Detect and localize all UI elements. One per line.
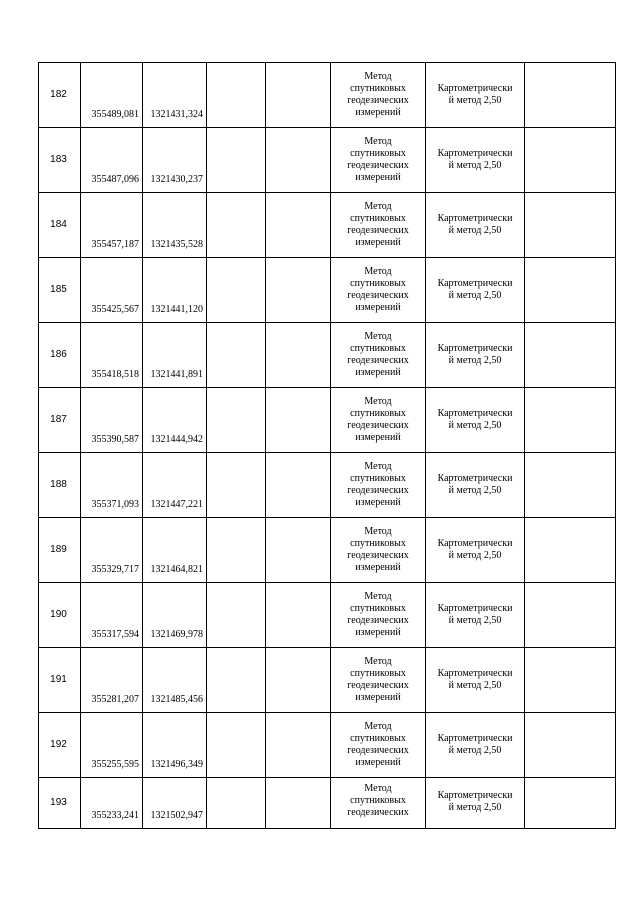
coordinate-y-cell: 1321431,324 [143,63,207,128]
coordinate-x-cell: 355281,207 [81,648,143,713]
method-cell [331,323,426,388]
empty-cell [266,258,331,323]
method-cell [331,63,426,128]
accuracy-cell [426,778,525,829]
accuracy-cell [426,193,525,258]
accuracy-cell [426,713,525,778]
empty-cell [525,63,616,128]
coordinate-x-cell: 355317,594 [81,583,143,648]
method-cell [331,453,426,518]
coordinate-x-cell: 355425,567 [81,258,143,323]
method-text-line: Метод [364,461,392,472]
accuracy-cell [426,648,525,713]
accuracy-text-line: й метод 2,50 [448,290,502,301]
empty-cell [525,193,616,258]
accuracy-text-line: й метод 2,50 [448,355,502,366]
method-text-line: геодезических [347,355,409,366]
empty-cell [266,128,331,193]
empty-cell [207,128,266,193]
table-row [39,583,616,648]
accuracy-text-line: й метод 2,50 [448,225,502,236]
method-text-line: спутниковых [350,795,406,806]
point-number-cell: 192 [39,713,81,778]
method-text-line: измерений [355,107,401,118]
accuracy-text-line: й метод 2,50 [448,485,502,496]
empty-cell [266,388,331,453]
table-row [39,63,616,128]
method-text-line: спутниковых [350,473,406,484]
empty-cell [525,518,616,583]
accuracy-text-line: Картометрически [437,343,513,354]
method-cell [331,193,426,258]
empty-cell [525,583,616,648]
accuracy-text-line: й метод 2,50 [448,550,502,561]
coordinate-y-cell: 1321447,221 [143,453,207,518]
empty-cell [207,453,266,518]
coordinate-x-cell: 355390,587 [81,388,143,453]
method-text-line: измерений [355,302,401,313]
point-number-cell: 188 [39,453,81,518]
method-text-line: спутниковых [350,538,406,549]
method-text-line: геодезических [347,225,409,236]
coordinates-table-body [39,63,616,829]
empty-cell [207,583,266,648]
point-number-cell: 183 [39,128,81,193]
accuracy-text-line: Картометрически [437,538,513,549]
table-row [39,128,616,193]
empty-cell [525,778,616,829]
point-number-cell: 193 [39,778,81,829]
coordinate-x-cell: 355255,595 [81,713,143,778]
accuracy-cell [426,63,525,128]
accuracy-text-line: Картометрически [437,733,513,744]
accuracy-text-line: й метод 2,50 [448,680,502,691]
accuracy-text-line: Картометрически [437,213,513,224]
empty-cell [525,128,616,193]
method-text-line: геодезических [347,680,409,691]
accuracy-cell [426,388,525,453]
method-text-line: спутниковых [350,148,406,159]
method-text-line: геодезических [347,290,409,301]
table-row [39,778,616,829]
method-text-line: спутниковых [350,408,406,419]
method-cell [331,583,426,648]
method-text-line: геодезических [347,745,409,756]
method-text-line: Метод [364,71,392,82]
empty-cell [266,453,331,518]
method-text-line: спутниковых [350,603,406,614]
empty-cell [207,713,266,778]
empty-cell [266,778,331,829]
accuracy-cell [426,453,525,518]
point-number-cell: 191 [39,648,81,713]
table-row [39,388,616,453]
method-text-line: Метод [364,591,392,602]
accuracy-cell [426,583,525,648]
point-number-cell: 189 [39,518,81,583]
accuracy-text-line: Картометрически [437,790,513,801]
method-text-line: Метод [364,396,392,407]
empty-cell [266,323,331,388]
method-text-line: геодезических [347,550,409,561]
empty-cell [266,63,331,128]
empty-cell [207,258,266,323]
accuracy-text-line: Картометрически [437,473,513,484]
coordinate-y-cell: 1321496,349 [143,713,207,778]
table-row [39,713,616,778]
empty-cell [207,518,266,583]
method-text-line: измерений [355,692,401,703]
coordinate-x-cell: 355487,096 [81,128,143,193]
method-text-line: Метод [364,201,392,212]
point-number-cell: 185 [39,258,81,323]
accuracy-cell [426,258,525,323]
coordinate-y-cell: 1321485,456 [143,648,207,713]
empty-cell [207,193,266,258]
method-text-line: измерений [355,562,401,573]
coordinate-y-cell: 1321464,821 [143,518,207,583]
empty-cell [525,713,616,778]
coordinate-y-cell: 1321502,947 [143,778,207,829]
method-cell [331,778,426,829]
empty-cell [207,648,266,713]
method-text-line: измерений [355,367,401,378]
accuracy-text-line: й метод 2,50 [448,802,502,813]
accuracy-cell [426,323,525,388]
table-row [39,258,616,323]
coordinate-x-cell: 355489,081 [81,63,143,128]
coordinate-y-cell: 1321435,528 [143,193,207,258]
accuracy-text-line: Картометрически [437,278,513,289]
table-row [39,193,616,258]
accuracy-text-line: Картометрически [437,603,513,614]
accuracy-text-line: Картометрически [437,408,513,419]
accuracy-text-line: й метод 2,50 [448,745,502,756]
method-text-line: измерений [355,497,401,508]
accuracy-text-line: Картометрически [437,148,513,159]
method-text-line: спутниковых [350,83,406,94]
point-number-cell: 182 [39,63,81,128]
method-text-line: измерений [355,627,401,638]
method-text-line: измерений [355,432,401,443]
point-number-cell: 186 [39,323,81,388]
empty-cell [525,648,616,713]
accuracy-text-line: Картометрически [437,83,513,94]
empty-cell [525,388,616,453]
table-row [39,323,616,388]
empty-cell [525,258,616,323]
method-cell [331,128,426,193]
method-text-line: Метод [364,266,392,277]
point-number-cell: 187 [39,388,81,453]
method-text-line: измерений [355,757,401,768]
accuracy-cell [426,518,525,583]
accuracy-text-line: й метод 2,50 [448,95,502,106]
empty-cell [525,323,616,388]
method-text-line: спутниковых [350,213,406,224]
empty-cell [266,583,331,648]
coordinate-y-cell: 1321469,978 [143,583,207,648]
coordinate-x-cell: 355457,187 [81,193,143,258]
method-text-line: Метод [364,721,392,732]
method-cell [331,258,426,323]
method-cell [331,648,426,713]
empty-cell [207,63,266,128]
method-text-line: геодезических [347,615,409,626]
empty-cell [266,648,331,713]
method-text-line: геодезических [347,807,409,818]
coordinate-x-cell: 355371,093 [81,453,143,518]
empty-cell [266,713,331,778]
method-text-line: геодезических [347,420,409,431]
empty-cell [207,323,266,388]
method-text-line: Метод [364,136,392,147]
coordinate-x-cell: 355233,241 [81,778,143,829]
empty-cell [525,453,616,518]
method-text-line: измерений [355,172,401,183]
method-text-line: геодезических [347,95,409,106]
empty-cell [266,193,331,258]
coordinate-x-cell: 355329,717 [81,518,143,583]
coordinate-y-cell: 1321441,891 [143,323,207,388]
coordinates-table [38,62,616,829]
accuracy-text-line: й метод 2,50 [448,160,502,171]
table-row [39,648,616,713]
table-row [39,518,616,583]
empty-cell [266,518,331,583]
method-text-line: геодезических [347,160,409,171]
empty-cell [207,778,266,829]
method-text-line: спутниковых [350,668,406,679]
empty-cell [207,388,266,453]
coordinate-y-cell: 1321441,120 [143,258,207,323]
method-text-line: Метод [364,656,392,667]
method-text-line: спутниковых [350,733,406,744]
method-text-line: измерений [355,237,401,248]
accuracy-cell [426,128,525,193]
accuracy-text-line: Картометрически [437,668,513,679]
method-cell [331,388,426,453]
point-number-cell: 184 [39,193,81,258]
accuracy-text-line: й метод 2,50 [448,420,502,431]
method-text-line: спутниковых [350,343,406,354]
method-text-line: Метод [364,331,392,342]
method-text-line: Метод [364,526,392,537]
method-text-line: Метод [364,783,392,794]
coordinate-y-cell: 1321430,237 [143,128,207,193]
accuracy-text-line: й метод 2,50 [448,615,502,626]
method-cell [331,518,426,583]
coordinate-x-cell: 355418,518 [81,323,143,388]
method-text-line: геодезических [347,485,409,496]
coordinate-y-cell: 1321444,942 [143,388,207,453]
point-number-cell: 190 [39,583,81,648]
method-text-line: спутниковых [350,278,406,289]
table-row [39,453,616,518]
method-cell [331,713,426,778]
